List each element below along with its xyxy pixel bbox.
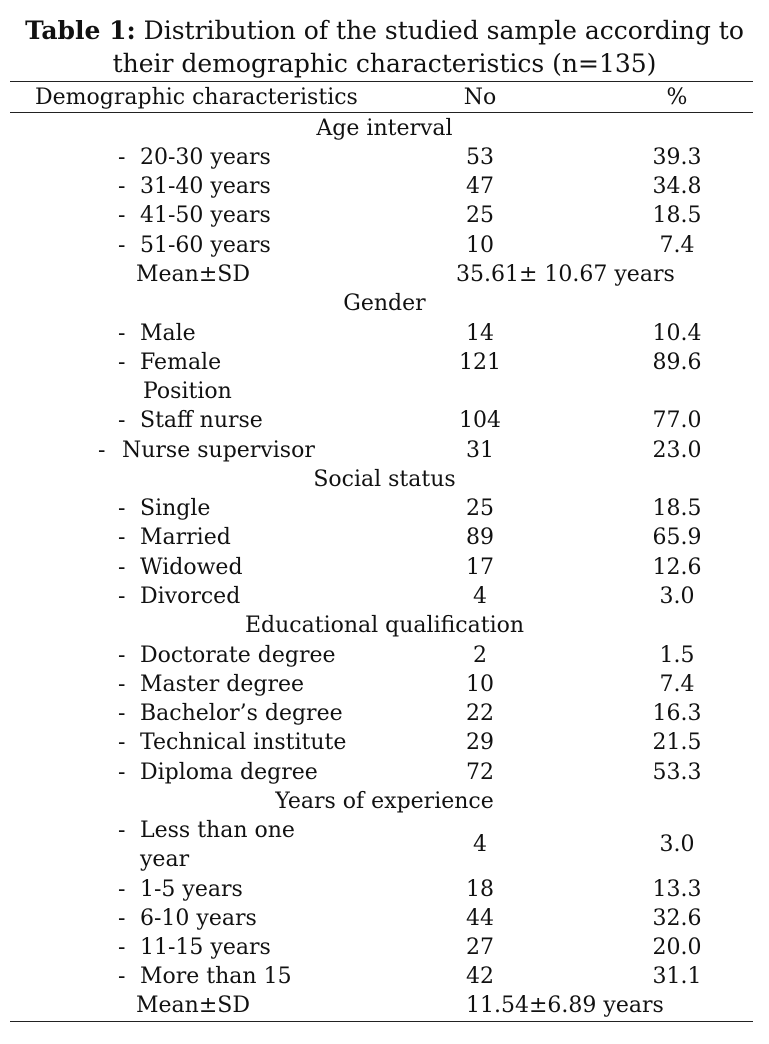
- table-row: [0, 319, 769, 348]
- row-percent: 77.0: [652, 408, 702, 433]
- row-percent: 23.0: [652, 438, 702, 463]
- table-row: [0, 201, 769, 230]
- row-count: 25: [466, 496, 494, 521]
- table-row: [0, 348, 769, 377]
- bullet-dash: -: [118, 643, 126, 668]
- table-row: [0, 641, 769, 670]
- row-label: 6-10 years: [140, 906, 257, 931]
- row-count: 31: [466, 438, 494, 463]
- section-title-social: [0, 465, 769, 494]
- row-label: 41-50 years: [140, 203, 271, 228]
- row-percent: 89.6: [652, 350, 702, 375]
- row-label: Diploma degree: [140, 760, 318, 785]
- table-header: [0, 83, 769, 112]
- header-characteristics: Demographic characteristics: [35, 85, 358, 110]
- row-count: 42: [466, 964, 494, 989]
- table-row: [0, 904, 769, 933]
- row-percent: 7.4: [659, 233, 695, 258]
- row-percent: 34.8: [652, 174, 702, 199]
- row-count: 10: [466, 672, 494, 697]
- row-label: Divorced: [140, 584, 241, 609]
- row-count: 72: [466, 760, 494, 785]
- mean-row-age: [0, 260, 769, 289]
- top-rule: [10, 81, 753, 82]
- row-count: 89: [466, 525, 494, 550]
- row-percent: 7.4: [659, 672, 695, 697]
- row-percent: 10.4: [652, 321, 702, 346]
- row-percent: 13.3: [652, 877, 702, 902]
- table-row: [0, 406, 769, 435]
- table-row: [0, 670, 769, 699]
- table-caption: [0, 14, 769, 80]
- row-count: 104: [459, 408, 501, 433]
- table-row: [0, 699, 769, 728]
- row-label: 11-15 years: [140, 935, 271, 960]
- table-row: [0, 816, 769, 874]
- row-count: 4: [473, 584, 487, 609]
- bullet-dash: -: [118, 555, 126, 580]
- row-label: Male: [140, 321, 196, 346]
- bullet-dash: -: [118, 701, 126, 726]
- row-label: Single: [140, 496, 211, 521]
- bullet-dash: -: [118, 321, 126, 346]
- table-number: Table 1:: [25, 16, 136, 45]
- mean-row-experience: [0, 991, 769, 1020]
- section-title: Age interval: [316, 116, 453, 141]
- section-title-age: [0, 114, 769, 143]
- bullet-dash: -: [118, 730, 126, 755]
- table-row: [0, 143, 769, 172]
- section-title: Gender: [343, 291, 426, 316]
- mean-value: 35.61± 10.67 years: [456, 262, 675, 287]
- section-title: Social status: [313, 467, 456, 492]
- table-row: [0, 758, 769, 787]
- table-row: [0, 933, 769, 962]
- header-no: No: [463, 85, 497, 110]
- row-label: Less than one: [140, 818, 295, 843]
- row-percent: 3.0: [659, 584, 695, 609]
- row-count: 47: [466, 174, 494, 199]
- row-count: 121: [459, 350, 501, 375]
- row-percent: 53.3: [652, 760, 702, 785]
- row-label: Doctorate degree: [140, 643, 336, 668]
- section-title-gender: [0, 289, 769, 318]
- table-row: [0, 582, 769, 611]
- row-label: Widowed: [140, 555, 243, 580]
- caption-line-1: Distribution of the studied sample according to: [135, 16, 744, 45]
- section-title-education: [0, 611, 769, 640]
- row-percent: 18.5: [652, 496, 702, 521]
- section-title: Educational qualification: [244, 613, 525, 638]
- row-percent: 21.5: [652, 730, 702, 755]
- bullet-dash: -: [118, 174, 126, 199]
- bullet-dash: -: [118, 233, 126, 258]
- row-label: 1-5 years: [140, 877, 243, 902]
- row-count: 44: [466, 906, 494, 931]
- section-title: Years of experience: [275, 789, 494, 814]
- header-rule: [10, 112, 753, 113]
- row-label: Bachelor’s degree: [140, 701, 343, 726]
- mean-value: 11.54±6.89 years: [466, 993, 664, 1018]
- table-row: [0, 728, 769, 757]
- row-count: 2: [473, 643, 487, 668]
- row-count: 10: [466, 233, 494, 258]
- bullet-dash: -: [118, 203, 126, 228]
- table-row: [0, 523, 769, 552]
- row-percent: 32.6: [652, 906, 702, 931]
- row-label: 31-40 years: [140, 174, 271, 199]
- header-percent: %: [666, 85, 688, 110]
- row-count: 14: [466, 321, 494, 346]
- bullet-dash: -: [118, 408, 126, 433]
- row-label: Master degree: [140, 672, 305, 697]
- row-percent: 20.0: [652, 935, 702, 960]
- row-count: 18: [466, 877, 494, 902]
- bullet-dash: -: [118, 145, 126, 170]
- mean-label: Mean±SD: [136, 993, 250, 1018]
- row-percent: 39.3: [652, 145, 702, 170]
- bullet-dash: -: [118, 525, 126, 550]
- bullet-dash: -: [118, 672, 126, 697]
- row-percent: 65.9: [652, 525, 702, 550]
- row-percent: 16.3: [652, 701, 702, 726]
- bullet-dash: -: [118, 906, 126, 931]
- row-percent: 12.6: [652, 555, 702, 580]
- row-percent: 3.0: [659, 832, 695, 857]
- section-title-experience: [0, 787, 769, 816]
- row-count: 53: [466, 145, 494, 170]
- table-row: [0, 231, 769, 260]
- bottom-rule: [10, 1021, 753, 1022]
- row-count: 22: [466, 701, 494, 726]
- table-row: [0, 553, 769, 582]
- section-title: Position: [143, 379, 232, 404]
- bullet-dash: -: [118, 496, 126, 521]
- section-title-position: [0, 377, 769, 406]
- bullet-dash: -: [118, 760, 126, 785]
- row-percent: 18.5: [652, 203, 702, 228]
- row-label: 51-60 years: [140, 233, 271, 258]
- bullet-dash: -: [118, 964, 126, 989]
- row-count: 4: [473, 832, 487, 857]
- row-label: Married: [140, 525, 231, 550]
- row-label: Female: [140, 350, 222, 375]
- row-count: 17: [466, 555, 494, 580]
- row-count: 25: [466, 203, 494, 228]
- mean-label: Mean±SD: [136, 262, 250, 287]
- bullet-dash: -: [118, 877, 126, 902]
- row-label: Nurse supervisor: [122, 438, 315, 463]
- caption-line-2: their demographic characteristics (n=135): [112, 49, 657, 78]
- table-row: [0, 172, 769, 201]
- bullet-dash: -: [118, 584, 126, 609]
- row-percent: 1.5: [659, 643, 695, 668]
- table-row: [0, 962, 769, 991]
- row-label: Technical institute: [140, 730, 347, 755]
- table-row: [0, 875, 769, 904]
- row-label: Staff nurse: [140, 408, 263, 433]
- row-count: 29: [466, 730, 494, 755]
- bullet-dash: -: [118, 935, 126, 960]
- row-percent: 31.1: [652, 964, 702, 989]
- row-label: More than 15: [140, 964, 292, 989]
- table-row: [0, 436, 769, 465]
- row-label: 20-30 years: [140, 145, 271, 170]
- bullet-dash: -: [98, 438, 106, 463]
- bullet-dash: -: [118, 818, 126, 843]
- bullet-dash: -: [118, 350, 126, 375]
- table-row: [0, 494, 769, 523]
- row-label-continued: year: [140, 847, 190, 872]
- row-count: 27: [466, 935, 494, 960]
